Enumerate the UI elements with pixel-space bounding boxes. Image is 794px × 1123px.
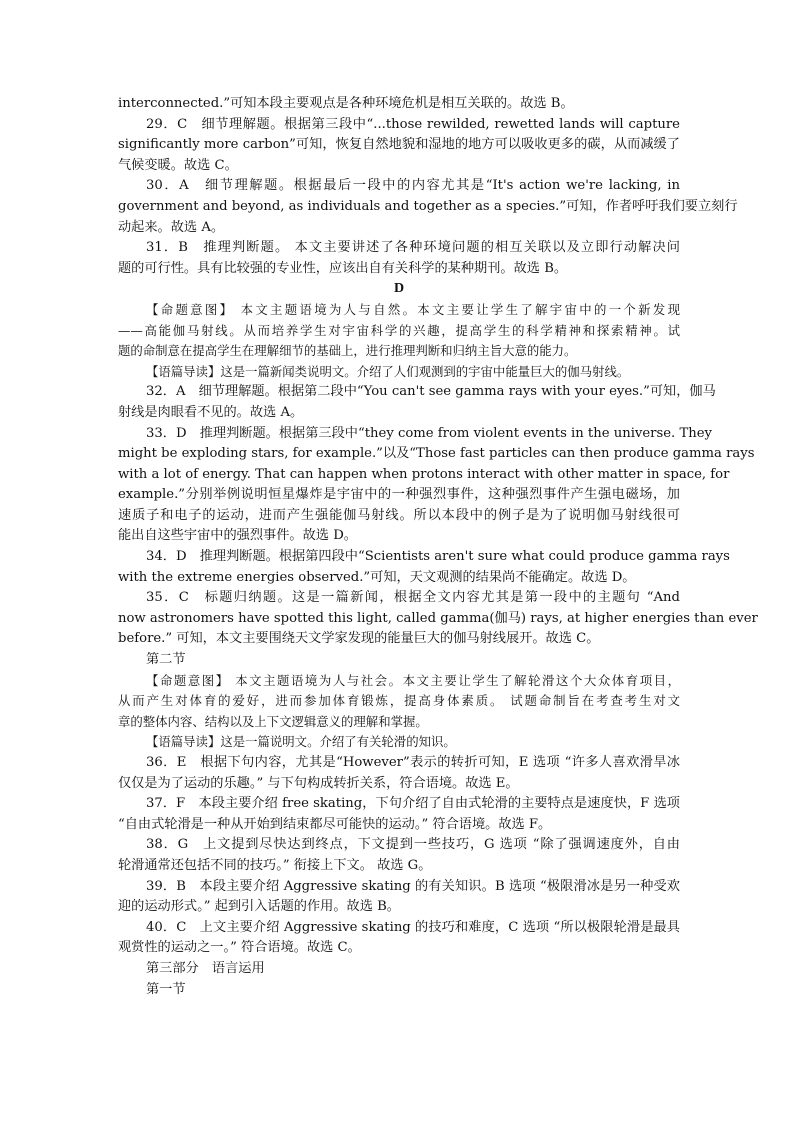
text-line: 32．A 细节理解题。根据第二段中“You can't see gamma rays with your eyes.”可知，伽马 — [146, 384, 716, 400]
text-line: 第三部分 语言运用 — [146, 960, 265, 976]
text-line: 33．D 推理判断题。根据第三段中“they come from violent events in the universe. They — [146, 425, 712, 441]
text-line: 观赏性的运动之一。” 符合语境。故选 C。 — [118, 940, 361, 956]
text-line: 动起来。故选 A。 — [118, 219, 225, 235]
text-line: 【命题意图】 本文主题语境为人与自然。本文主要让学生了解宇宙中的一个新发现 — [146, 301, 680, 317]
text-line: 29．C 细节理解题。根据第三段中“...those rewilded, rewetted lands will capture — [146, 116, 680, 132]
text-line: 从而产生对体育的爱好，进而参加体育锻炼，提高身体素质。 试题命制旨在考查考生对文 — [118, 693, 680, 709]
text-line: 射线是肉眼看不见的。故选 A。 — [118, 404, 304, 420]
text-line: 38．G 上文提到尽快达到终点，下文提到一些技巧，G 选项 “除了强调速度外，自由 — [146, 837, 680, 853]
text-line: significantly more carbon”可知，恢复自然地貌和湿地的地方可以吸收更多的碳，从而减缓了 — [118, 137, 680, 153]
text-line: 迎的运动形式。” 起到引入话题的作用。故选 B。 — [118, 899, 400, 915]
text-line: 仅仅是为了运动的乐趣。” 与下句构成转折关系，符合语境。故选 E。 — [118, 775, 519, 791]
text-line: example.”分别举例说明恒星爆炸是宇宙中的一种强烈事件，这种强烈事件产生强电磁场，加 — [118, 487, 680, 503]
text-line: 【语篇导读】这是一篇说明文。介绍了有关轮滑的知识。 — [146, 734, 456, 750]
text-line: 【命题意图】 本文主题语境为人与社会。本文主要让学生了解轮滑这个大众体育项目， — [146, 672, 680, 688]
text-line: 34．D 推理判断题。根据第四段中“Scientists aren't sure what could produce gamma rays — [146, 549, 730, 565]
text-line: 轮滑通常还包括不同的技巧。” 衔接上下文。 故选 G。 — [118, 857, 432, 873]
text-line: 35．C 标题归纳题。这是一篇新闻，根据全文内容尤其是第一段中的主题句 “And — [146, 590, 680, 606]
text-line: 40．C 上文主要介绍 Aggressive skating 的技巧和难度，C 选项 “所以极限轮滑是最具 — [146, 919, 680, 935]
text-line: with the extreme energies observed.”可知，天文观测的结果尚不能确定。故选 D。 — [118, 569, 636, 585]
text-line: 31．B 推理判断题。 本文主要讲述了各种环境问题的相互关联以及立即行动解决问 — [146, 240, 680, 256]
text-line: 速质子和电子的运动，进而产生强能伽马射线。所以本段中的例子是为了说明伽马射线很可 — [118, 507, 680, 523]
text-line: 第一节 — [146, 981, 186, 997]
text-line: 能出自这些宇宙中的强烈事件。故选 D。 — [118, 528, 357, 544]
text-line: 36．E 根据下句内容，尤其是“However”表示的转折可知，E 选项 “许多人喜欢滑旱冰 — [146, 755, 680, 770]
text-line: might be exploding stars, for example.”以及“Those fast particles can then produce gamma rays — [118, 446, 755, 462]
text-line: 37．F 本段主要介绍 free skating，下句介绍了自由式轮滑的主要特点是速度快，F 选项 — [146, 796, 680, 812]
text-line: 30．A 细节理解题。根据最后一段中的内容尤其是“It's action we're lacking, in — [146, 178, 680, 194]
text-line: 章的整体内容、结构以及上下文逻辑意义的理解和掌握。 — [118, 713, 428, 729]
text-line: D — [393, 281, 405, 297]
text-line: with a lot of energy. That can happen when protons interact with other matter in space, for — [118, 466, 730, 482]
text-line: ——高能伽马射线。从而培养学生对宇宙科学的兴趣，提高学生的科学精神和探索精神。试 — [118, 322, 680, 338]
text-line: 气候变暖。故选 C。 — [118, 157, 238, 173]
text-line: now astronomers have spotted this light, called gamma(伽马) rays, at higher energies than ever — [118, 610, 758, 626]
text-line: interconnected.”可知本段主要观点是各种环境危机是相互关联的。故选 B。 — [118, 96, 574, 111]
answer-explanation-page — [118, 94, 758, 1000]
text-line: 题的可行性。具有比较强的专业性，应该出自有关科学的某种期刊。故选 B。 — [118, 260, 568, 276]
text-line: 【语篇导读】这是一篇新闻类说明文。介绍了人们观测到的宇宙中能量巨大的伽马射线。 — [146, 363, 630, 379]
text-line: 第二节 — [146, 652, 186, 668]
text-line: 题的命制意在提高学生在理解细节的基础上，进行推理判断和归纳主旨大意的能力。 — [118, 343, 577, 359]
text-line: 39．B 本段主要介绍 Aggressive skating 的有关知识。B 选项 “极限滑冰是另一种受欢 — [146, 878, 680, 894]
text-line: before.” 可知，本文主要围绕天文学家发现的能量巨大的伽马射线展开。故选 C。 — [118, 631, 600, 647]
text-line: “自由式轮滑是一种从开始到结束都尽可能快的运动。” 符合语境。故选 F。 — [118, 816, 552, 832]
text-line: government and beyond, as individuals and together as a species.”可知，作者呼吁我们要立刻行 — [118, 198, 738, 214]
